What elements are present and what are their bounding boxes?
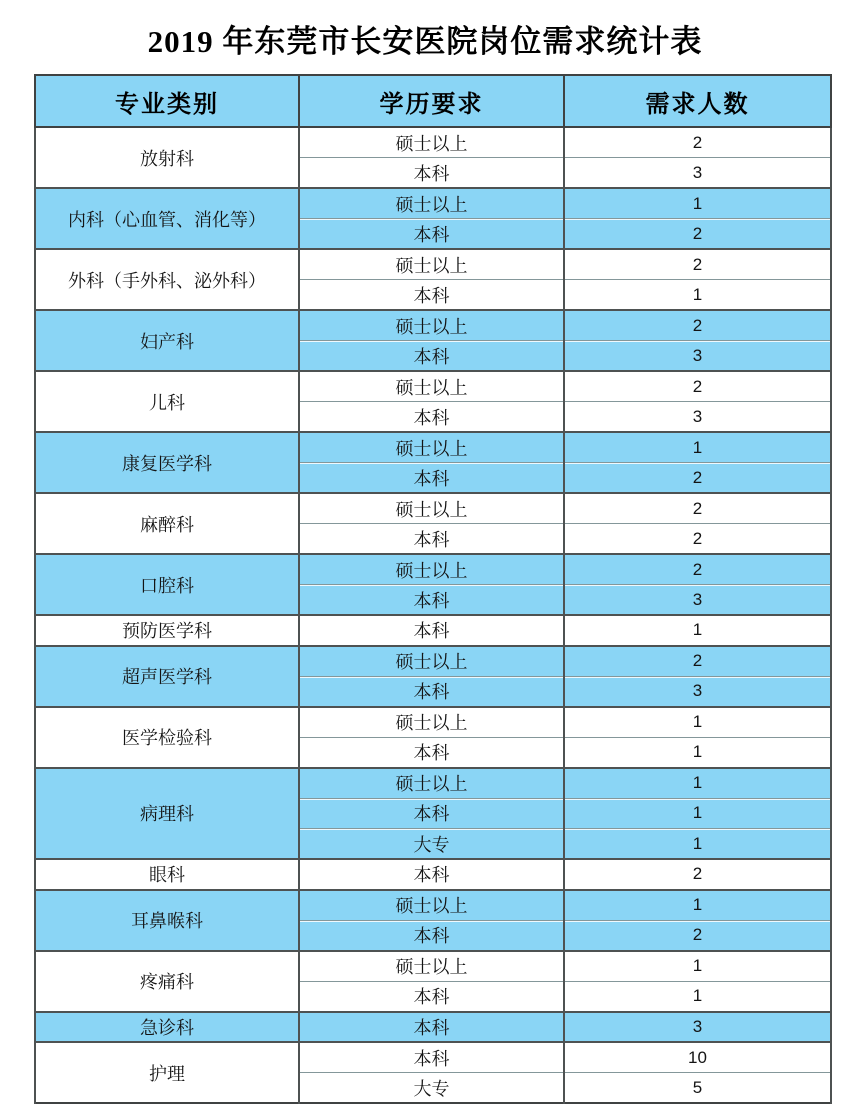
- category-cell: 眼科: [35, 859, 299, 890]
- education-cell: 本科: [299, 1012, 564, 1043]
- count-cell: 2: [564, 249, 831, 280]
- education-cell: 本科: [299, 737, 564, 768]
- education-cell: 硕士以上: [299, 554, 564, 585]
- education-cell: 本科: [299, 981, 564, 1012]
- category-cell: 预防医学科: [35, 615, 299, 646]
- category-cell: 医学检验科: [35, 707, 299, 768]
- education-cell: 硕士以上: [299, 493, 564, 524]
- count-cell: 1: [564, 768, 831, 799]
- category-cell: 放射科: [35, 127, 299, 188]
- count-cell: 3: [564, 676, 831, 707]
- category-cell: 外科（手外科、泌外科）: [35, 249, 299, 310]
- education-cell: 本科: [299, 615, 564, 646]
- header-category: 专业类别: [35, 75, 299, 127]
- table-row: [35, 951, 831, 982]
- table-row: [35, 1042, 831, 1073]
- education-cell: 硕士以上: [299, 127, 564, 158]
- count-cell: 3: [564, 158, 831, 189]
- education-cell: 本科: [299, 158, 564, 189]
- count-cell: 1: [564, 432, 831, 463]
- education-cell: 本科: [299, 524, 564, 555]
- education-cell: 硕士以上: [299, 890, 564, 921]
- education-cell: 本科: [299, 585, 564, 616]
- count-cell: 2: [564, 524, 831, 555]
- education-cell: 硕士以上: [299, 188, 564, 219]
- education-cell: 硕士以上: [299, 432, 564, 463]
- count-cell: 2: [564, 920, 831, 951]
- count-cell: 2: [564, 646, 831, 677]
- table-row: [35, 646, 831, 677]
- table-row: [35, 554, 831, 585]
- table-row: [35, 493, 831, 524]
- education-cell: 本科: [299, 676, 564, 707]
- education-cell: 硕士以上: [299, 646, 564, 677]
- count-cell: 2: [564, 310, 831, 341]
- education-cell: 硕士以上: [299, 371, 564, 402]
- category-cell: 内科（心血管、消化等）: [35, 188, 299, 249]
- header-count: 需求人数: [564, 75, 831, 127]
- category-cell: 耳鼻喉科: [35, 890, 299, 951]
- table-row: [35, 768, 831, 799]
- count-cell: 2: [564, 554, 831, 585]
- table-row: [35, 1012, 831, 1043]
- count-cell: 1: [564, 188, 831, 219]
- education-cell: 本科: [299, 341, 564, 372]
- table-row: [35, 432, 831, 463]
- table-row: [35, 371, 831, 402]
- education-cell: 本科: [299, 463, 564, 494]
- category-cell: 麻醉科: [35, 493, 299, 554]
- count-cell: 3: [564, 341, 831, 372]
- count-cell: 3: [564, 1012, 831, 1043]
- count-cell: 2: [564, 493, 831, 524]
- education-cell: 硕士以上: [299, 707, 564, 738]
- education-cell: 本科: [299, 219, 564, 250]
- table-row: [35, 310, 831, 341]
- education-cell: 本科: [299, 1042, 564, 1073]
- count-cell: 1: [564, 280, 831, 311]
- page-title: 2019 年东莞市长安医院岗位需求统计表: [147, 24, 703, 59]
- page: [0, 16, 850, 1104]
- education-cell: 本科: [299, 920, 564, 951]
- category-cell: 妇产科: [35, 310, 299, 371]
- demand-table: [34, 74, 832, 1104]
- count-cell: 3: [564, 402, 831, 433]
- count-cell: 2: [564, 127, 831, 158]
- table-body: [35, 127, 831, 1103]
- category-cell: 护理: [35, 1042, 299, 1103]
- count-cell: 1: [564, 707, 831, 738]
- table-row: [35, 127, 831, 158]
- category-cell: 急诊科: [35, 1012, 299, 1043]
- category-cell: 儿科: [35, 371, 299, 432]
- table-row: [35, 188, 831, 219]
- count-cell: 10: [564, 1042, 831, 1073]
- category-cell: 疼痛科: [35, 951, 299, 1012]
- table-row: [35, 615, 831, 646]
- count-cell: 2: [564, 371, 831, 402]
- count-cell: 1: [564, 981, 831, 1012]
- count-cell: 1: [564, 951, 831, 982]
- category-cell: 病理科: [35, 768, 299, 860]
- count-cell: 1: [564, 737, 831, 768]
- table-row: [35, 707, 831, 738]
- education-cell: 硕士以上: [299, 249, 564, 280]
- count-cell: 3: [564, 585, 831, 616]
- table-row: [35, 859, 831, 890]
- count-cell: 1: [564, 615, 831, 646]
- header-row: [35, 75, 831, 127]
- education-cell: 本科: [299, 402, 564, 433]
- count-cell: 5: [564, 1073, 831, 1104]
- count-cell: 2: [564, 859, 831, 890]
- count-cell: 1: [564, 798, 831, 829]
- count-cell: 1: [564, 890, 831, 921]
- count-cell: 1: [564, 829, 831, 860]
- category-cell: 超声医学科: [35, 646, 299, 707]
- count-cell: 2: [564, 463, 831, 494]
- category-cell: 康复医学科: [35, 432, 299, 493]
- education-cell: 硕士以上: [299, 310, 564, 341]
- header-education: 学历要求: [299, 75, 564, 127]
- count-cell: 2: [564, 219, 831, 250]
- education-cell: 本科: [299, 859, 564, 890]
- table-row: [35, 890, 831, 921]
- table-row: [35, 249, 831, 280]
- education-cell: 本科: [299, 798, 564, 829]
- education-cell: 硕士以上: [299, 768, 564, 799]
- education-cell: 本科: [299, 280, 564, 311]
- education-cell: 大专: [299, 1073, 564, 1104]
- education-cell: 大专: [299, 829, 564, 860]
- education-cell: 硕士以上: [299, 951, 564, 982]
- category-cell: 口腔科: [35, 554, 299, 615]
